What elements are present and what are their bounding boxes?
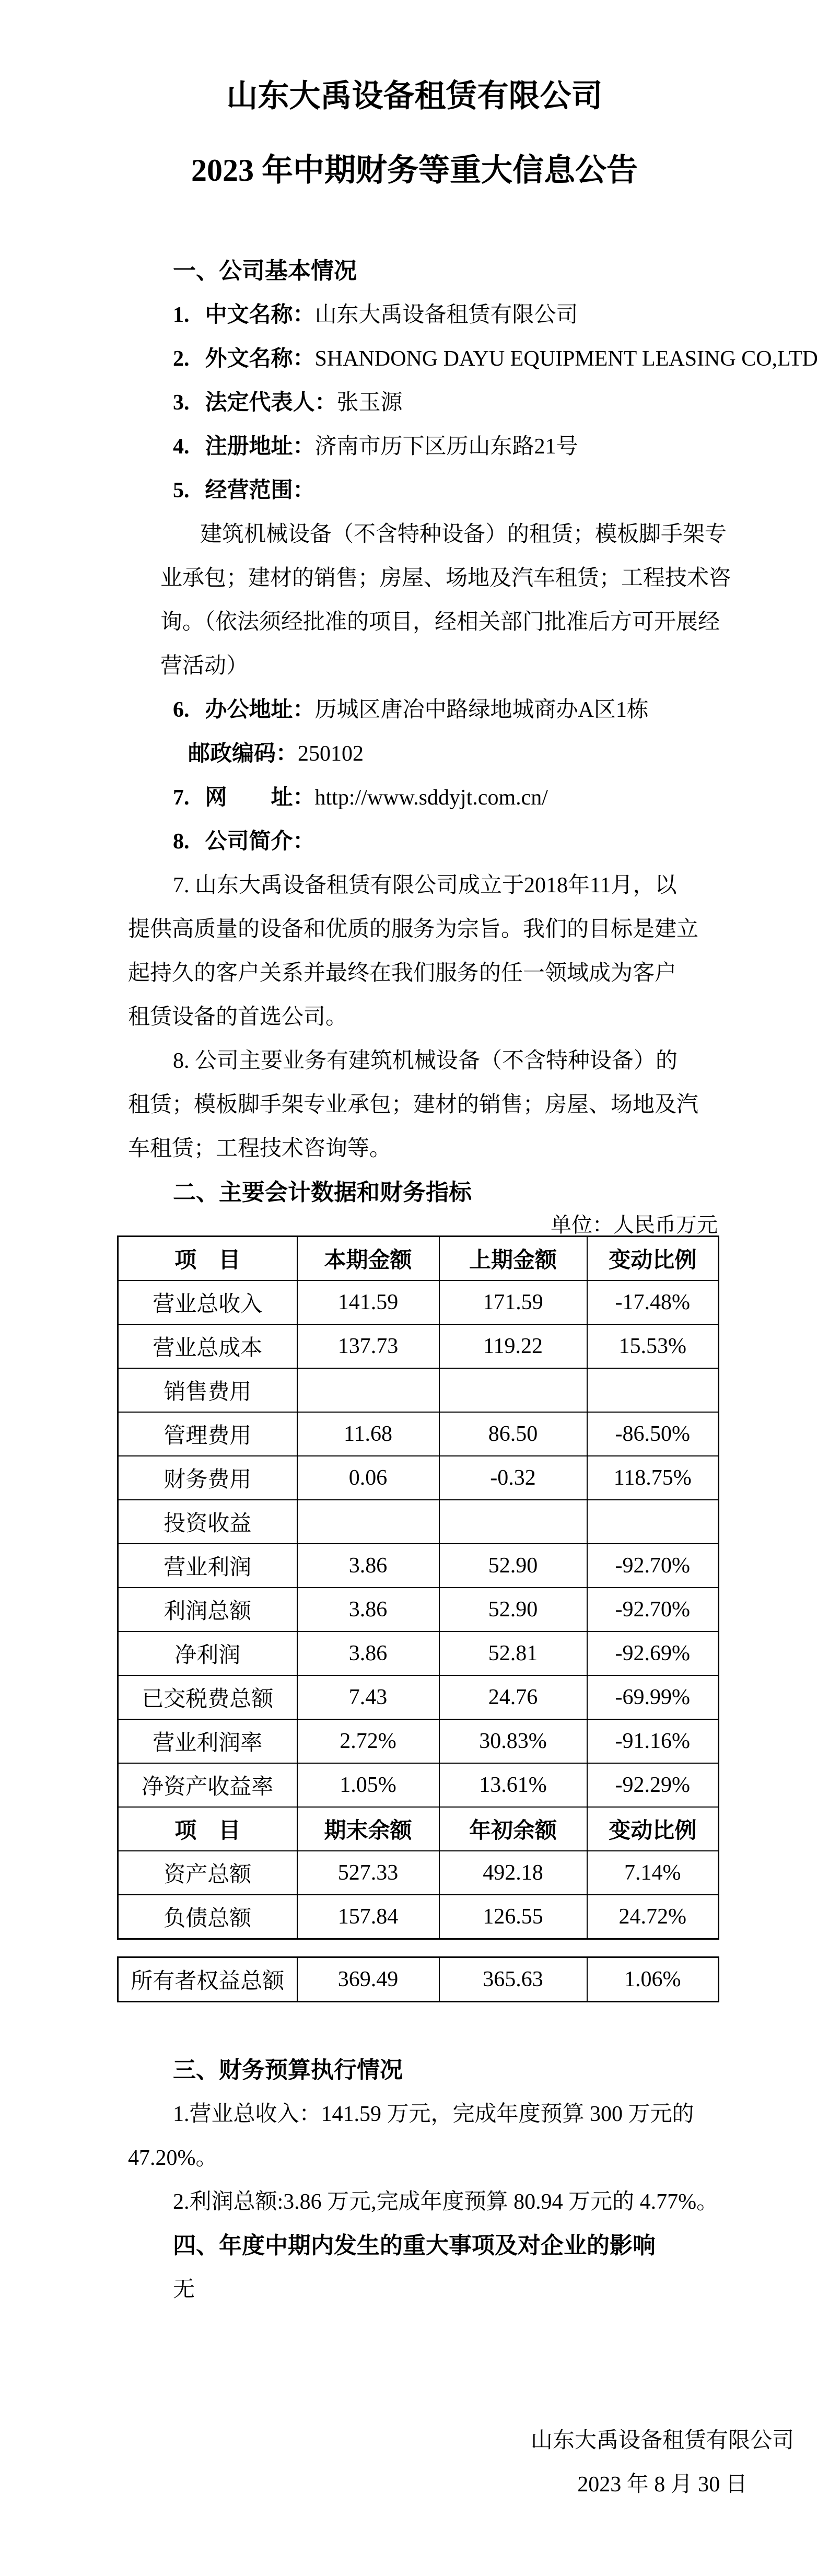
item-foreign-name: [173, 337, 818, 381]
item-number: 4.: [173, 435, 190, 459]
doc-title-announcement: 2023 年中期财务等重大信息公告: [191, 153, 638, 188]
profile-paragraph-line: 起持久的客户关系并最终在我们服务的任一领域成为客户: [128, 961, 677, 985]
table-row: [118, 1500, 719, 1544]
item-value website-url: http://www.sddyjt.com.cn/: [314, 786, 548, 810]
section-budget-and-events: [0, 2048, 829, 2507]
table-cell: 0.06: [297, 1456, 439, 1500]
table-cell: 3.86: [297, 1588, 439, 1631]
table-row: [118, 1895, 719, 1939]
item-office-address: [173, 688, 703, 732]
table-cell: 492.18: [439, 1851, 587, 1895]
table-cell: 126.55: [439, 1895, 587, 1939]
item-label: 公司简介：: [205, 830, 315, 854]
section1-heading: 一、公司基本情况: [173, 258, 357, 284]
business-paragraph-line: 8. 公司主要业务有建筑机械设备（不含特种设备）的: [173, 1049, 678, 1073]
table-cell: -91.16%: [587, 1719, 719, 1763]
table-cell: 86.50: [439, 1412, 587, 1456]
item-number: 3.: [173, 391, 190, 415]
table-cell: 3.86: [297, 1631, 439, 1675]
item-label: 中文名称：: [205, 303, 315, 327]
item-value: 250102: [298, 742, 364, 766]
table-cell: [439, 1500, 587, 1544]
table-cell: -92.29%: [587, 1763, 719, 1807]
item-legal-representative: [173, 381, 703, 425]
table-cell: -92.70%: [587, 1588, 719, 1631]
business-paragraph-line: 租赁；模板脚手架专业承包；建材的销售；房屋、场地及汽: [128, 1093, 699, 1117]
table-cell: 141.59: [297, 1280, 439, 1324]
closing-signature: [506, 2419, 819, 2507]
table-row: [118, 1588, 719, 1631]
table-cell: [297, 1368, 439, 1412]
item-business-scope: [173, 469, 703, 512]
profile-paragraph-line: 7. 山东大禹设备租赁有限公司成立于2018年11月，以: [173, 873, 677, 897]
table-cell: 52.90: [439, 1544, 587, 1588]
budget-revenue-line: 1.营业总收入：141.59 万元，完成年度预算 300 万元的: [173, 2102, 694, 2126]
header-cell: 上期金额: [439, 1237, 587, 1281]
table-cell: 157.84: [297, 1895, 439, 1939]
table-cell: [439, 1368, 587, 1412]
item-value: 张玉源: [336, 391, 403, 415]
item-number: 5.: [173, 479, 190, 503]
table-cell: 171.59: [439, 1280, 587, 1324]
table-header-row: [118, 1807, 719, 1851]
business-paragraph-line: 车租赁；工程技术咨询等。: [128, 1137, 392, 1161]
table-row: [118, 1957, 719, 2002]
table-cell: 营业利润: [118, 1544, 297, 1588]
item-number: 7.: [173, 786, 190, 810]
item-label: 经营范围：: [205, 479, 315, 503]
table-cell: 24.76: [439, 1675, 587, 1719]
section4-content: 无: [173, 2278, 195, 2302]
table-cell: 52.90: [439, 1588, 587, 1631]
profile-paragraph-line: 提供高质量的设备和优质的服务为宗旨。我们的目标是建立: [128, 917, 699, 941]
item-number: 2.: [173, 347, 190, 371]
section4-heading: 四、年度中期内发生的重大事项及对企业的影响: [173, 2233, 656, 2258]
table-cell: 7.43: [297, 1675, 439, 1719]
table-cell: 资产总额: [118, 1851, 297, 1895]
table-row: [118, 1456, 719, 1500]
header-cell: 本期金额: [297, 1237, 439, 1281]
table-cell: 13.61%: [439, 1763, 587, 1807]
table-header-row: [118, 1237, 719, 1281]
equity-table: [117, 1956, 719, 2002]
scope-paragraph-line: 建筑机械设备（不含特种设备）的租赁；模板脚手架专: [200, 522, 727, 546]
table-cell: 11.68: [297, 1412, 439, 1456]
main-financial-table: [117, 1235, 719, 1940]
table-cell: 15.53%: [587, 1324, 719, 1368]
header-cell: 变动比例: [587, 1807, 719, 1851]
item-value: SHANDONG DAYU EQUIPMENT LEASING CO,LTD: [314, 347, 818, 371]
budget-revenue-continuation: 47.20%。: [128, 2146, 218, 2170]
item-number: 1.: [173, 303, 190, 327]
scope-paragraph-line: 询。（依法须经批准的项目，经相关部门批准后方可开展经: [160, 610, 720, 634]
header-cell: 项 目: [118, 1807, 297, 1851]
closing-date: 2023 年 8 月 30 日: [577, 2473, 748, 2497]
section2-heading: 二、主要会计数据和财务指标: [173, 1180, 472, 1205]
table-row: [118, 1763, 719, 1807]
table-cell: 财务费用: [118, 1456, 297, 1500]
table-cell: 利润总额: [118, 1588, 297, 1631]
table-cell: 营业总收入: [118, 1280, 297, 1324]
table-cell: 净资产收益率: [118, 1763, 297, 1807]
table-row: [118, 1851, 719, 1895]
table-cell: [587, 1500, 719, 1544]
financial-tables: [117, 1215, 718, 2002]
header-cell: 期末余额: [297, 1807, 439, 1851]
unit-note: 单位：人民币万元: [551, 1213, 718, 1237]
profile-paragraph-line: 租赁设备的首选公司。: [128, 1005, 348, 1029]
section3-heading: 三、财务预算执行情况: [173, 2057, 403, 2083]
item-registered-address: [173, 425, 703, 469]
header-cell: 变动比例: [587, 1237, 719, 1281]
item-label: 法定代表人：: [205, 391, 337, 415]
table-row: [118, 1675, 719, 1719]
table-cell: 销售费用: [118, 1368, 297, 1412]
table-cell: 369.49: [297, 1957, 439, 2002]
item-value: 历城区唐冶中路绿地城商办A区1栋: [314, 698, 649, 722]
table-cell: [587, 1368, 719, 1412]
table-cell: [297, 1500, 439, 1544]
table-cell: 7.14%: [587, 1851, 719, 1895]
item-website: [173, 776, 703, 820]
budget-profit-line: 2.利润总额:3.86 万元,完成年度预算 80.94 万元的 4.77%。: [173, 2190, 719, 2214]
table-cell: 营业利润率: [118, 1719, 297, 1763]
table-cell: 营业总成本: [118, 1324, 297, 1368]
table-row: [118, 1368, 719, 1412]
table-row: [118, 1544, 719, 1588]
doc-title-company: 山东大禹设备租赁有限公司: [226, 79, 603, 113]
closing-company-name: 山东大禹设备租赁有限公司: [530, 2429, 794, 2453]
table-cell: -92.70%: [587, 1544, 719, 1588]
table-cell: 527.33: [297, 1851, 439, 1895]
table-cell: -92.69%: [587, 1631, 719, 1675]
table-cell: 1.06%: [587, 1957, 719, 2002]
table-row: [118, 1631, 719, 1675]
table-cell: -0.32: [439, 1456, 587, 1500]
table-cell: 管理费用: [118, 1412, 297, 1456]
item-number: 8.: [173, 830, 190, 854]
table-cell: 1.05%: [297, 1763, 439, 1807]
table-cell: 119.22: [439, 1324, 587, 1368]
table-cell: 所有者权益总额: [118, 1957, 297, 2002]
table-row: [118, 1719, 719, 1763]
table-cell: 365.63: [439, 1957, 587, 2002]
item-label: 办公地址：: [205, 698, 315, 722]
table-cell: 118.75%: [587, 1456, 719, 1500]
item-postal-code: [188, 732, 703, 776]
scope-paragraph-line: 业承包；建材的销售；房屋、场地及汽车租赁；工程技术咨: [160, 566, 731, 590]
table-split-gap: [117, 1940, 718, 1956]
item-value: 济南市历下区历山东路21号: [314, 435, 578, 459]
item-label: 网 址：: [205, 786, 315, 810]
table-cell: 净利润: [118, 1631, 297, 1675]
table-cell: -86.50%: [587, 1412, 719, 1456]
table-cell: 投资收益: [118, 1500, 297, 1544]
section-basic-info: [0, 249, 829, 1215]
header-cell: 项 目: [118, 1237, 297, 1281]
table-cell: 3.86: [297, 1544, 439, 1588]
table-cell: 30.83%: [439, 1719, 587, 1763]
table-cell: -17.48%: [587, 1280, 719, 1324]
scope-paragraph-line: 营活动）: [160, 654, 249, 678]
item-value: 山东大禹设备租赁有限公司: [314, 303, 578, 327]
item-chinese-name: [173, 293, 703, 337]
table-row: [118, 1280, 719, 1324]
table-cell: -69.99%: [587, 1675, 719, 1719]
item-label: 邮政编码：: [188, 742, 298, 766]
item-label: 外文名称：: [205, 347, 315, 371]
table-cell: 2.72%: [297, 1719, 439, 1763]
table-cell: 137.73: [297, 1324, 439, 1368]
table-cell: 负债总额: [118, 1895, 297, 1939]
header-cell: 年初余额: [439, 1807, 587, 1851]
table-cell: 24.72%: [587, 1895, 719, 1939]
item-label: 注册地址：: [205, 435, 315, 459]
table-cell: 已交税费总额: [118, 1675, 297, 1719]
table-cell: 52.81: [439, 1631, 587, 1675]
table-row: [118, 1412, 719, 1456]
item-company-profile: [173, 820, 703, 864]
item-number: 6.: [173, 698, 190, 722]
table-row: [118, 1324, 719, 1368]
